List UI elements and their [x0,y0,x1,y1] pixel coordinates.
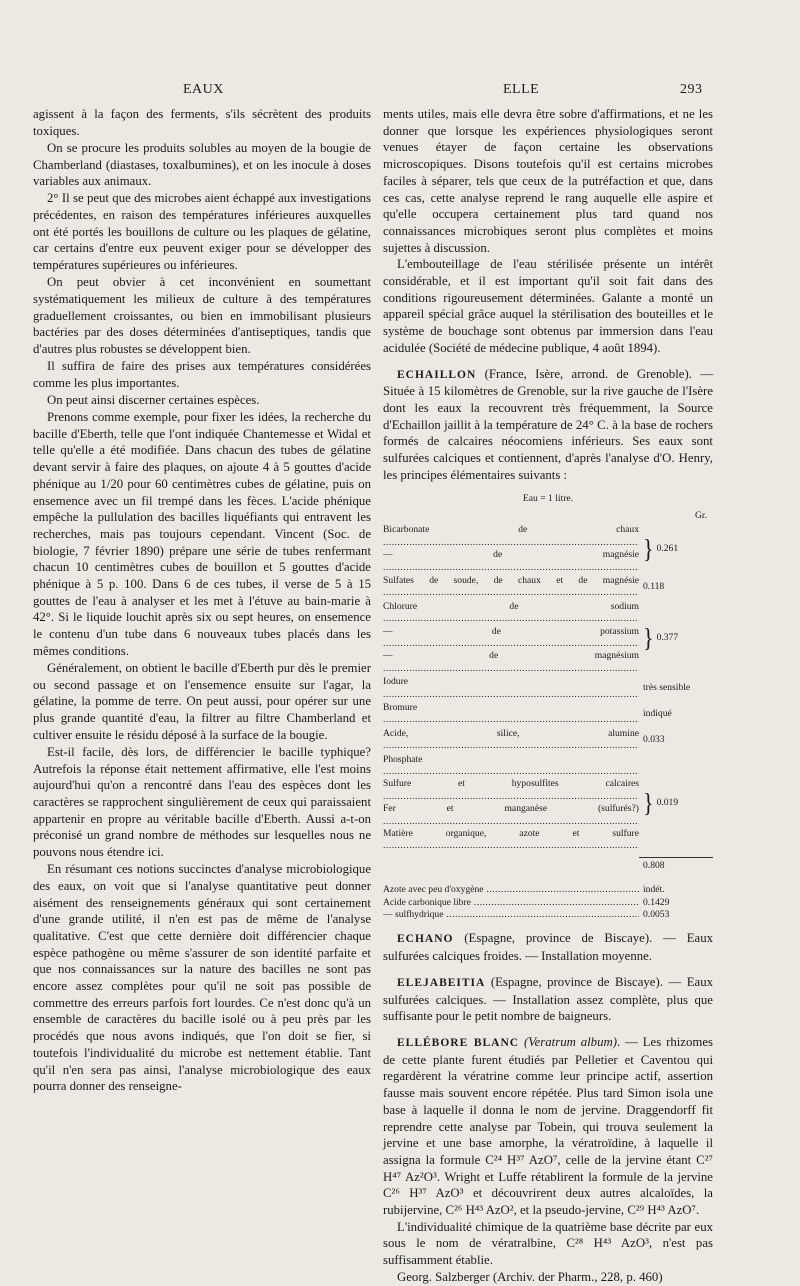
paragraph: En résumant ces notions succinctes d'analyse microbiologique des eaux, on voit que si l'analyse quantitative peut donner aisément des renseignements généraux qui sont certainement d'une grande utilité, il n'en est pas de même de l'analyse qualitative. C'est que cette dernière doit différencier chaque espèce pathogène ou même s'assurer de son identité parfaite et que nos connaissances sur la nature des bacilles ne sont pas encore assez complètes pour qu'il ne soit pas possible de commettre des erreurs parfois fort lourdes. Ce n'est donc qu'à un ensemble de caractères du bacille isolé ou à peu près par les procédés que nous avons indiqués, que l'on doit se fier, si toutefois l'individualité du microbe est nettement établie. Tant qu'il n'en sera pas ainsi, l'analyse microbiologique des eaux pourra donner des renseigne- [33,862,371,1094]
paragraph: Georg. Salzberger (Archiv. der Pharm., 228, p. 460) [397,1269,663,1284]
table-row-label: — de magnésie ..... [383,549,639,574]
paragraph: On peut obvier à cet inconvénient en soumettant systématiquement les milieux de culture à des températures graduellement croissantes, ou bien en immobilisant plusieurs bactéries par des doses déterminées d'antiseptiques, tandis que d'autres plus robustes se développent bien. [33,275,371,357]
paragraph: On se procure les produits solubles au moyen de la bougie de Chamberland (diastases, toxalbumines), et on les inocule à doses variables aux animaux. [33,140,371,189]
entry-ellebore [383,1034,713,1219]
paragraph: 2° Il se peut que des microbes aient échappé aux investigations précédentes, en raison des températures inférieures auxquelles ont été portés les bouillons de culture ou les plaques de gélatine, car certains d'entre eux peuvent exiger pour se développer des températures supérieures ou inférieures. [33,191,371,273]
table-unit: Gr. [695,509,707,521]
entry-text: (France, Isère, arrond. de Grenoble). — Située à 15 kilomètres de Grenoble, sur la rive gauche de l'Isère dont les eaux la recouvrent très fréquemment, la Source d'Echaillon jaillit à la température de 24° C. à la base de rochers formés de calcaires néocomiens inférieurs. Ses eaux sont sulfurées calciques et contiennent, d'après l'analyse d'O. Henry, les principes élémentaires suivants : [383,366,713,482]
paragraph: L'embouteillage de l'eau stérilisée présente un intérêt considérable, et il est important qu'il soit fait dans des conditions rigoureusement déterminées. Galante a monté un appareil spécial grâce auquel la stérilisation des bouteilles et le système de bouchage sont obtenus par immersion dans l'eau acidulée (Société de médecine publique, 4 août 1894). [383,257,713,355]
running-header [0,82,800,102]
table-row [383,676,713,701]
table-row-label: Bromure ..... [383,702,639,727]
table-row-label: Sulfure et hyposulfites calcaires ..... [383,778,639,803]
table-row-value: très sensible [643,682,691,694]
entry-title: ELLÉBORE BLANC [397,1036,520,1049]
table-row-value: 0.377 [656,631,679,643]
table-row-label: — de magnésium ..... [383,650,639,675]
table-total: 0.808 [639,857,713,872]
table-row [383,884,713,896]
paragraph: Prenons comme exemple, pour fixer les idées, la recherche du bacille d'Eberth, telle que l'ont indiquée Chantemesse et Widal et telle qu'elle a été modifiée. Dans chacun des tubes de gélatine devant servir à faire des plaques, on ajoute 4 à 5 gouttes d'acide phénique au 1/20 pour 60 centimètres cubes de gélatine, puis on ensemence avec un fil trempé dans les fèces. L'acide phénique empêche la pullulation des bacilles liquéfiants qui entravent les recherches, mais pas toujours cependant. Vincent (Soc. de biologie, 7 février 1890) prépare une série de tubes renfermant chacun 10 centimètres cubes de bouillon et 5 gouttes d'acide phénique à 5 p. 100. Dans 6 de ces tubes, il verse de 5 à 15 gouttes de l'eau à analyser et les met à l'étuve au bain-marie à 42°. Si le liquide louchit après six ou sept heures, on ensemence le contenu d'un tube dans 6 nouveaux tubes placés dans les mêmes conditions. [33,410,371,658]
table-row-label: Acide, silice, alumine ..... [383,728,639,753]
table-row [383,728,713,753]
table-row-value: 0.0053 [643,909,670,921]
table-row-value: 0.033 [643,733,665,745]
left-column [33,106,371,1095]
table-row-value: indét. [643,884,665,896]
table-row-label: Phosphate ..... [383,754,639,779]
table-row-value: 0.261 [656,542,679,554]
table-caption: Eau = 1 litre. [522,493,574,505]
brace-glyph: } [643,533,654,564]
table-row [383,909,713,921]
paragraph: On peut ainsi discerner certaines espèces. [47,392,260,407]
table-row-label: Bicarbonate de chaux ..... [383,524,639,549]
paragraph: agissent à la façon des ferments, s'ils sécrètent des produits toxiques. [33,107,371,138]
paragraph: Il suffira de faire des prises aux températures considérées comme les plus importantes. [33,359,371,390]
header-left-title: EAUX [183,82,224,97]
table-row-label: Azote avec peu d'oxygène ..... [383,884,639,896]
table-groups [383,524,713,853]
table-row-label: Chlorure de sodium ..... [383,601,639,626]
table-row-label: Iodure ..... [383,676,639,701]
entry-echano [383,930,713,964]
paragraph: ments utiles, mais elle devra être sobre d'affirmations, et ne les donner que lorsque les expériences physiologiques seront venues étayer de façon certaine les observations microscopiques. Disons toutefois qu'il est certains microbes faciles à séparer, tels que ceux de la putréfaction et que, dans ces cas, cette analyse reprend le rang auquelle elle aspire et qu'elle occupera certainement plus tard quand nos connaissances microbiques seront plus complètes et moins sujettes à discussion. [383,107,713,255]
entry-latin-name: (Veratrum album) [523,1034,617,1049]
table-row-value: 0.1429 [643,896,670,908]
table-row-label: Fer et manganèse (sulfurés?) ..... [383,803,639,828]
paragraph: Est-il facile, dès lors, de différencier le bacille typhique? Autrefois la réponse était nettement affirmative, elle l'est moins aujourd'hui qu'on a rencontré dans l'eau des espèces dont les caractères se rapprochent singulièrement de ceux qui paraissaient appartenir en propre au véritable bacille d'Eberth. Aussi a-t-on préconisé un grand nombre de méthodes sur lesquelles nous ne pouvons nous étendre ici. [33,744,371,860]
table-gases [383,884,713,921]
table-row [383,575,713,600]
header-center-title: ELLE [503,82,540,97]
table-total-row [383,857,713,872]
entry-title: ELEJABEITIA [397,976,486,989]
table-row-label: — de potassium ..... [383,626,639,651]
table-row [383,524,713,574]
page-number: 293 [680,82,703,97]
table-row-value: 0.019 [656,797,679,809]
table-row [383,601,713,675]
table-row-value: indiqué [643,708,672,720]
entry-text: . — Les rhizomes de cette plante furent étudiés par Pelletier et Caventou qui regardèrent la vératrine comme leur principe actif, assertion fausse mais souvent encore répétée. Plus tard Simon isola une base à laquelle il donna le nom de jervine. Draggendorff fit reprendre cette analyse par Tobein, qui trouva seulement la jervine et une base amorphe, la vératroïdine, à laquelle il assigna la formule C²⁴ H³⁷ AzO⁷, celle de la jervine étant C²⁷ H⁴⁷ Az²O³. Wright et Luffe rétablirent la formule de la jervine C²⁶ H³⁷ AzO³ et découvrirent deux autres alcaloïdes, la rubijervine, C²⁶ H⁴³ AzO², et la pseudo-jervine, C²⁹ H⁴³ AzO⁷. [383,1034,713,1218]
brace-glyph: } [643,787,654,818]
entry-elejabeitia [383,974,713,1025]
table-row [383,897,713,909]
paragraph: Généralement, on obtient le bacille d'Eberth pur dès le premier ou second passage et on l'ensemence ensuite sur l'agar, la gélatine, la pomme de terre. On peut aussi, pour opérer sur une plus grande quantité d'eau, la filtrer au filtre Chamberland et cultiver ensuite le résidu déposé à la surface de la bougie. [33,660,371,742]
table-row [383,754,713,853]
table-row-label: Sulfates de soude, de chaux et de magnésie ..... [383,575,639,600]
entry-title: ECHAILLON [397,368,477,381]
entry-text: (Espagne, province de Biscaye). — Eaux sulfurées calciques. — Installation assez complète, plus que suffisante pour le petit nombre de baigneurs. [383,974,714,1024]
paragraph: L'individualité chimique de la quatrième base décrite par eux sous le nom de vératralbine, C²⁸ H⁴³ AzO³, n'est pas suffisamment établie. [383,1219,713,1268]
entry-text: (Espagne, province de Biscaye). — Eaux sulfurées calciques froides. — Installation moyenne. [383,931,714,964]
brace-glyph: } [643,622,654,653]
right-column [383,106,713,1286]
table-row-label: Acide carbonique libre ..... [383,897,639,909]
table-row-label: — sulfhydrique ..... [383,909,639,921]
entry-echaillon [383,366,713,484]
analysis-table [383,493,713,921]
table-row-value: 0.118 [643,581,665,593]
table-row-label: Matière organique, azote et sulfure ..... [383,828,639,853]
table-row [383,702,713,727]
entry-title: ECHANO [397,933,454,946]
